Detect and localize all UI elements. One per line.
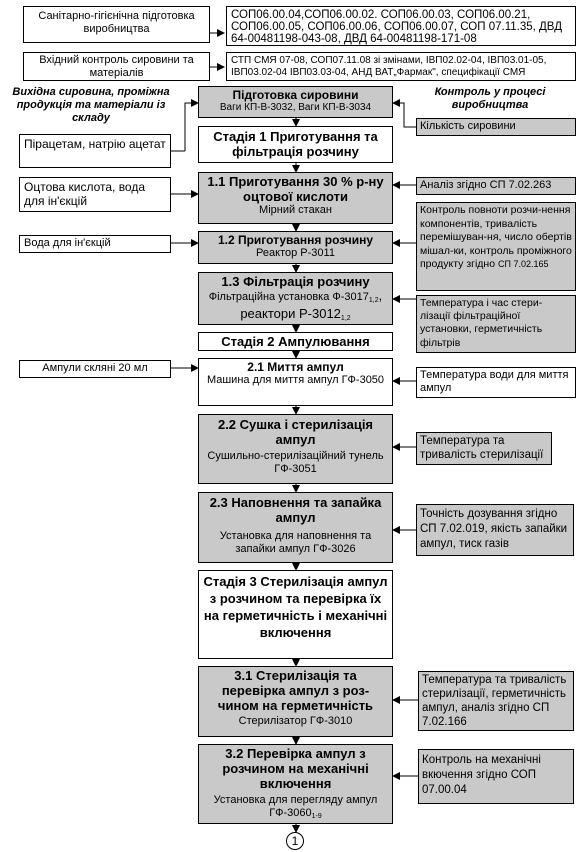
step-2-2-equipment: Сушильно-стерилізаційний тунель ГФ-3051 [207,450,384,475]
control-fill-box [416,504,574,556]
step-3-2-equipment [203,794,388,823]
control-dry-text: Температура та тривалість стерилізації [420,435,544,461]
step-2-1-box [198,358,393,406]
step-3-2-box [198,744,393,824]
raw-material-prep-box [198,86,393,118]
input-ampoules-box [19,360,171,378]
control-filter-box [416,295,576,353]
step-2-1-title: 2.1 Миття ампул [247,360,344,374]
step-1-2-title: 1.2 Приготування розчину [217,233,374,247]
step-2-1-equipment: Машина для миття ампул ГФ-3050 [206,374,385,386]
input-acetic-acid-box [19,177,171,212]
control-analysis-text: Аналіз згідно СП 7.02.263 [420,179,552,191]
step-1-3-box [198,272,393,325]
raw-material-prep-title: Підготовка сировини [232,88,359,102]
input-control-docs-text: СТП СМЯ 07-08, СОП07.11.08 зі змінами, ІВП02.02-04, ІВП03.01-05, ІВП03.02-04 ІВП03.03-04, АНД ВАТ„Фармак", специфікації СМЯ [231,55,547,78]
stage-1-box [198,126,393,163]
input-acetic-acid-label: Оцтова кислота, вода для ін'єкцій [24,180,146,208]
step-1-3-sub-b: 1,2 [340,315,351,322]
step-2-2-title: 2.2 Сушка і стерилізація ампул [217,417,374,447]
step-3-1-box [198,666,393,737]
step-1-2-equipment: Реактор Р-3011 [256,247,335,259]
control-quantity-text: Кількість сировини [420,120,516,132]
control-quantity-box [416,118,576,136]
page-connector-circle: 1 [286,832,304,850]
control-wash-box [416,367,576,398]
step-1-1-equipment: Мірний стакан [259,204,332,216]
sanitary-docs-text: СОП06.00.04,СОП06.00.02. СОП06.00.03, СОП06.00.21, СОП06.00.05, СОП06.00.06, СОП06.00.07, СОП 07.11.35, ДВД 64-00481198-043-08, ДВД 64-00481198-171-08 [231,9,563,45]
input-water-box [19,235,171,253]
control-dissolution-ref: СП 7.02.165 [497,259,549,270]
control-filter-text: Температура і час стери-лізації фільтраційної установки, герметичність фільтрів [420,297,543,349]
stage-2-box [198,332,393,351]
sanitary-prep-label: Санітарно-гігієнічна підготовка виробництва [38,10,195,35]
raw-material-prep-equipment: Ваги КП-В-3032, Ваги КП-В-3034 [219,102,372,113]
control-dissolution-text: Контроль повноти розчи-нення компонентів, тривалість перемішуван-ня, число обертів мішал-ки, контроль проміжного продукту згідно [420,204,572,271]
control-fill-text: Точність дозування згідно СП 7.02.019, якість запайки ампул, тиск газів [420,508,568,550]
step-3-1-equipment: Стерилізатор ГФ-3010 [238,715,353,727]
stage-3-title: Стадія 3 Стерилізація ампул з розчином та перевірка їх на герметичність і механічні включення [203,574,388,640]
step-1-1-title: 1.1 Приготування 30 % р-ну оцтової кислоти [207,174,384,204]
control-mechanical-text: Контроль на механічні вкючення згідно СОП 07.00.04 [422,754,541,796]
control-mechanical-box [418,749,574,804]
step-3-2-equipment-text: Установка для перегляду ампул ГФ-3060 [213,794,378,819]
step-3-1-title: 3.1 Стерилізація та перевірка ампул з роз-чином на герметичність [217,668,374,713]
step-2-3-title: 2.3 Наповнення та запайка ампул [209,495,382,525]
input-piracetam-box [19,134,171,168]
step-1-3-equipment-a: Фільтраційна установка Ф-3017 [208,291,369,303]
input-control-label: Вхідний контроль сировини та матеріалів [39,54,194,79]
step-1-1-box [198,172,393,224]
stage-1-title: Стадія 1 Приготування та фільтрація розчину [213,129,378,159]
step-1-3-equipment [201,289,390,325]
sanitary-docs-box [226,6,576,46]
step-2-3-equipment: Установка для наповнення та запайки ампул ГФ-3026 [219,530,372,555]
stage-3-box [198,570,393,659]
step-1-2-box [198,231,393,264]
step-1-3-equipment-b: , реактори Р-3012 [240,288,383,321]
sanitary-prep-box [23,6,210,43]
stage-2-title: Стадія 2 Ампулювання [221,334,370,349]
control-sterilization-text: Температура та тривалість стерилізації, герметичність ампул, аналіз згідно СП 7.02.166 [422,674,567,728]
input-control-box [23,52,210,81]
step-3-2-sub: 1-9 [311,813,322,820]
control-sterilization-box [418,671,574,731]
step-2-2-box [198,414,393,484]
left-column-header: Вихідна сировина, проміжна продукція та матеріали із складу [12,86,170,124]
control-dissolution-box [416,202,576,291]
input-control-docs-box [226,52,576,81]
control-analysis-box [416,177,576,195]
input-ampoules-label: Ампули скляні 20 мл [42,362,148,374]
step-1-3-sub-a: 1,2 [368,297,379,304]
step-1-3-title: 1.3 Фільтрація розчину [221,274,370,289]
right-column-header: Контроль у процесі виробництва [434,86,546,111]
step-3-2-title: 3.2 Перевірка ампул з розчином на механічні включення [222,746,369,791]
step-2-3-box [198,492,393,563]
control-wash-text: Температура води для миття ампул [420,369,569,394]
input-water-label: Вода для ін'єкцій [24,237,111,249]
control-dry-box [416,432,552,465]
input-piracetam-label: Пірацетам, натрію ацетат [24,137,166,151]
